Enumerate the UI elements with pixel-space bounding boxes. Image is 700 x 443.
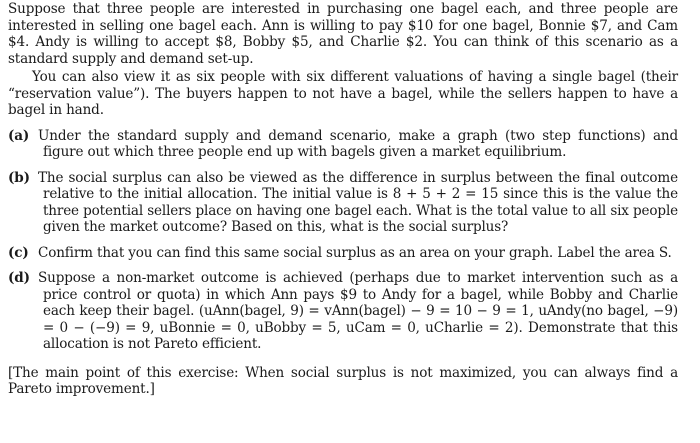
question-label: (d) <box>8 270 30 286</box>
question-label: (c) <box>8 244 29 261</box>
question-label: (b) <box>8 169 30 186</box>
question-a <box>8 128 678 161</box>
intro-paragraph-2: You can also view it as six people with six different valuations of having a single bagel (their “reservation value”). The buyers happen to not have a bagel, while the sellers happen to have a bagel in hand. <box>8 69 678 118</box>
question-c <box>8 245 678 262</box>
question-text: Under the standard supply and demand scenario, make a graph (two step functions) and figure out which three people end up with bagels given a market equilibrium. <box>38 127 678 160</box>
question-d <box>8 270 678 353</box>
question-text: Confirm that you can find this same social surplus as an area on your graph. Label the area S. <box>38 244 672 261</box>
intro-paragraph: Suppose that three people are interested in purchasing one bagel each, and three people are interested in selling one bagel each. Ann is willing to pay $10 for one bagel, Bonnie $7, and Cam $4. Andy is willing to accept $8, Bobby $5, and Charlie $2. You can think of this scenario as a standard supply and demand set-up. <box>8 1 678 67</box>
question-text: The social surplus can also be viewed as the difference in surplus between the final outcome relative to the initial allocation. The initial value is 8 + 5 + 2 = 15 since this is the value the three potential sellers place on having one bagel each. What is the total value to all six people given the market outcome? Based on this, what is the social surplus? <box>38 169 678 235</box>
question-label: (a) <box>8 127 30 144</box>
question-b <box>8 170 678 236</box>
question-text: Suppose a non-market outcome is achieved (perhaps due to market intervention such as a price control or quota) in which Ann pays $9 to Andy for a bagel, while Bobby and Charlie each keep their bagel. (uAnn(bagel, 9) = vAnn(bagel) − 9 = 10 − 9 = 1, uAndy(no bagel, −9) = 0 − (−9) = 9, uBonnie = 0, uBobby = 5, uCam = 0, uCharlie = 2). Demonstrate that this allocation is not Pareto efficient. <box>38 270 678 352</box>
closing-note: [The main point of this exercise: When social surplus is not maximized, you can always find a Pareto improvement.] <box>8 364 678 397</box>
